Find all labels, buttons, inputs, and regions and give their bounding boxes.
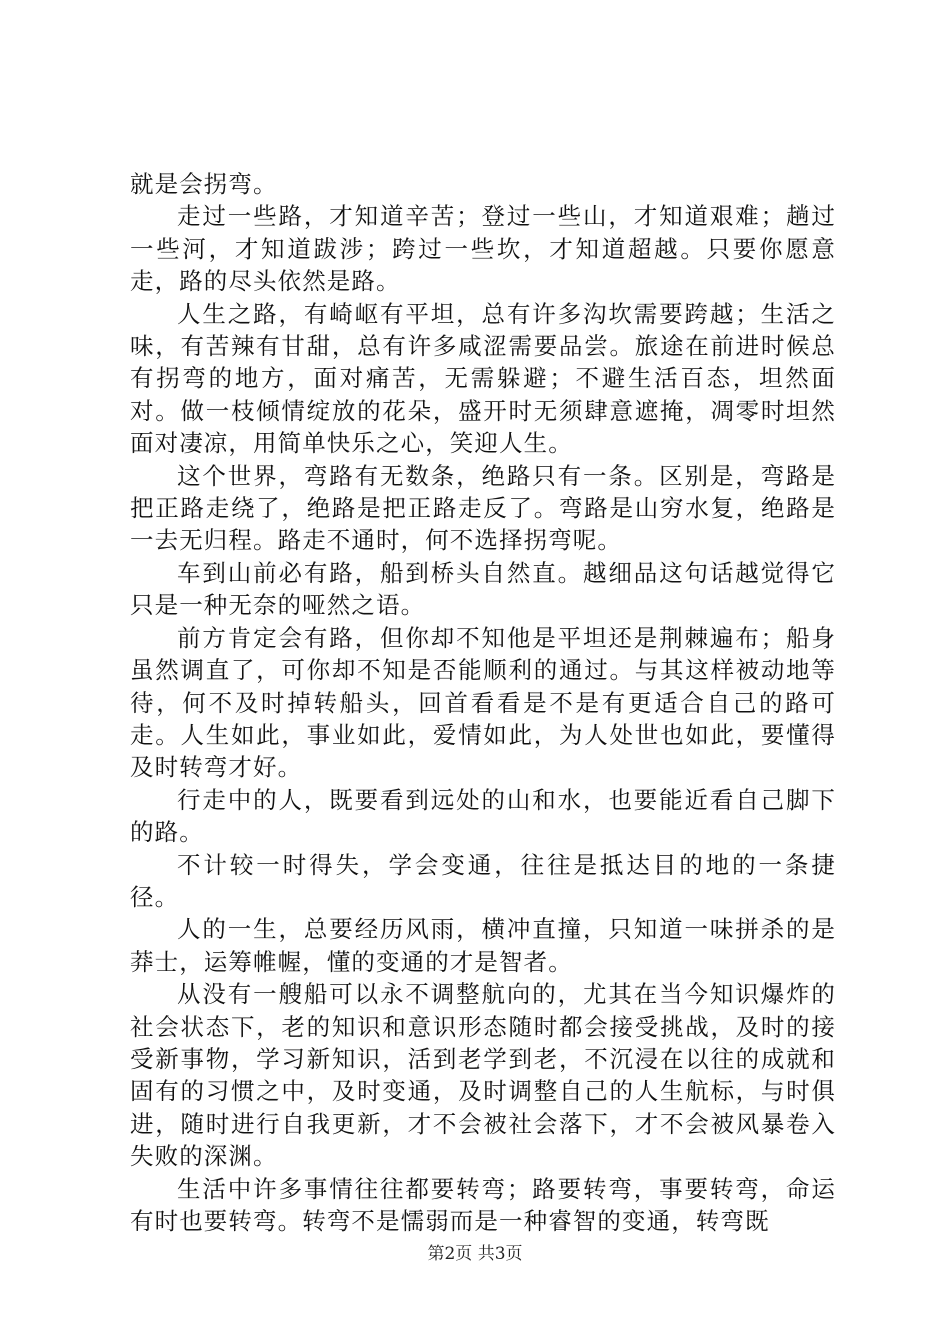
paragraph-10: 从没有一艘船可以永不调整航向的，尤其在当今知识爆炸的社会状态下，老的知识和意识形态随时都会接受挑战，及时的接受新事物，学习新知识，活到老学到老，不沉浸在以往的成就和固有的习惯之中，及时变通，及时调整自己的人生航标，与时俱进，随时进行自我更新，才不会被社会落下，才不会被风暴卷入失败的深渊。 [130,980,836,1171]
paragraph-8: 不计较一时得失，学会变通，往往是抵达目的地的一条捷径。 [130,850,836,911]
paragraph-7: 行走中的人，既要看到远处的山和水，也要能近看自己脚下的路。 [130,785,836,847]
paragraph-9: 人的一生，总要经历风雨，横冲直撞，只知道一味拼杀的是莽士，运筹帷幄，懂的变通的才是智者。 [130,915,836,976]
paragraph-5: 车到山前必有路，船到桥头自然直。越细品这句话越觉得它只是一种无奈的哑然之语。 [130,558,836,620]
paragraph-2: 走过一些路，才知道辛苦；登过一些山，才知道艰难；趟过一些河，才知道跋涉；跨过一些坎，才知道超越。只要你愿意走，路的尽头依然是路。 [130,202,836,296]
page-number-footer: 第2页 共3页 [427,1244,523,1264]
paragraph-1: 就是会拐弯。 [130,170,278,198]
paragraph-6: 前方肯定会有路，但你却不知他是平坦还是荆棘遍布；船身虽然调直了，可你却不知是否能顺利的通过。与其这样被动地等待，何不及时掉转船头，回首看看是不是有更适合自己的路可走。人生如此，事业如此，爱情如此，为人处世也如此，要懂得及时转弯才好。 [130,623,836,782]
paragraph-11: 生活中许多事情往往都要转弯；路要转弯，事要转弯，命运有时也要转弯。转弯不是懦弱而是一种睿智的变通，转弯既 [130,1174,836,1235]
paragraph-4: 这个世界，弯路有无数条，绝路只有一条。区别是，弯路是把正路走绕了，绝路是把正路走反了。弯路是山穷水复，绝路是一去无归程。路走不通时，何不选择拐弯呢。 [130,461,836,555]
paragraph-3: 人生之路，有崎岖有平坦，总有许多沟坎需要跨越；生活之味，有苦辣有甘甜，总有许多咸涩需要品尝。旅途在前进时候总有拐弯的地方，面对痛苦，无需躲避；不避生活百态，坦然面对。做一枝倾情绽放的花朵，盛开时无须肆意遮掩，凋零时坦然面对凄凉，用简单快乐之心，笑迎人生。 [130,299,836,458]
document-body [130,168,836,1237]
